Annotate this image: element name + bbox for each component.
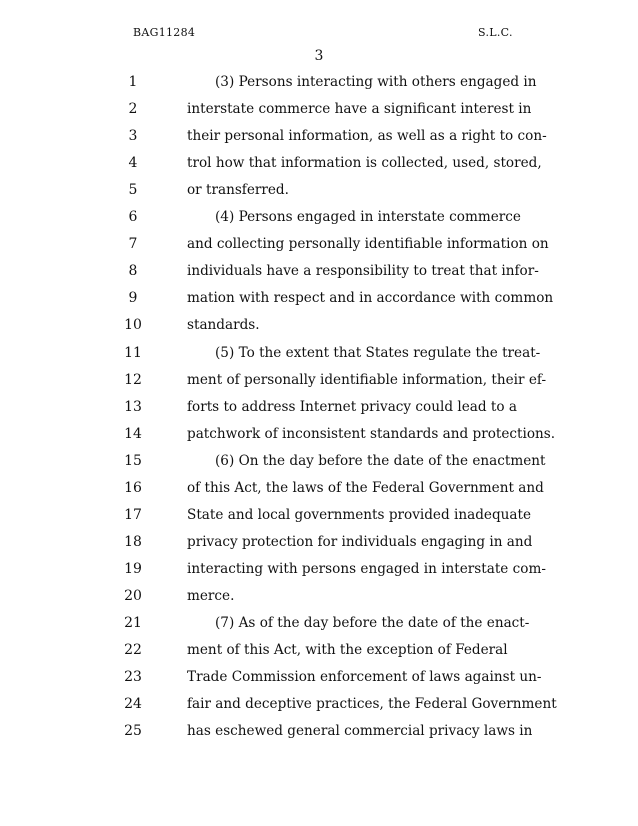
text-line <box>0 179 638 201</box>
line-number: 5 <box>128 182 138 199</box>
text-line <box>0 450 638 472</box>
text-line <box>0 342 638 364</box>
text-line <box>0 98 638 120</box>
line-number: 13 <box>124 398 142 415</box>
line-text: and collecting personally identifiable information on <box>187 236 549 253</box>
text-line <box>0 693 638 715</box>
line-number: 21 <box>124 615 142 631</box>
line-number: 8 <box>128 263 138 280</box>
line-text: fair and deceptive practices, the Federal Government <box>187 696 557 713</box>
text-line <box>0 125 638 147</box>
line-text: mation with respect and in accordance with common <box>187 290 554 307</box>
line-number: 23 <box>124 669 142 686</box>
line-number: 15 <box>124 452 142 469</box>
line-number: 16 <box>124 479 142 496</box>
text-line <box>0 477 638 499</box>
line-number: 17 <box>124 506 142 523</box>
text-line <box>0 666 638 688</box>
line-text: forts to address Internet privacy could lead to a <box>187 398 517 415</box>
text-line <box>0 71 638 93</box>
line-text: merce. <box>187 587 235 604</box>
line-number: 9 <box>128 290 138 307</box>
line-number: 4 <box>128 155 138 172</box>
line-text: trol how that information is collected, used, stored, <box>187 155 542 172</box>
text-line <box>0 585 638 607</box>
document-id: BAG11284 <box>133 26 196 39</box>
line-text: State and local governments provided inadequate <box>187 506 532 523</box>
line-number: 14 <box>124 425 142 442</box>
line-text: ment of this Act, with the exception of Federal <box>187 642 508 659</box>
text-line <box>0 558 638 580</box>
text-line <box>0 720 638 742</box>
line-number: 2 <box>128 101 138 118</box>
line-number: 18 <box>124 533 142 550</box>
line-number: 24 <box>124 696 142 713</box>
text-line <box>0 152 638 174</box>
line-number: 25 <box>124 723 142 740</box>
text-line <box>0 287 638 309</box>
line-text: Trade Commission enforcement of laws against un- <box>187 669 542 686</box>
line-text: (4) Persons engaged in interstate commerce <box>215 209 521 226</box>
text-line <box>0 531 638 553</box>
text-line <box>0 233 638 255</box>
line-text: standards. <box>187 317 260 334</box>
text-line <box>0 260 638 282</box>
line-text: privacy protection for individuals engaging in and <box>187 533 533 550</box>
line-text: ment of personally identifiable information, their ef- <box>187 371 547 388</box>
text-line <box>0 314 638 336</box>
text-line <box>0 369 638 391</box>
line-text: (7) As of the day before the date of the enact- <box>215 615 530 631</box>
text-line <box>0 639 638 661</box>
line-number: 7 <box>128 236 138 253</box>
line-number: 20 <box>124 587 142 604</box>
line-number: 1 <box>128 74 138 90</box>
line-number: 6 <box>128 209 138 226</box>
line-text: (5) To the extent that States regulate the treat- <box>215 344 541 361</box>
text-line <box>0 504 638 526</box>
line-number: 12 <box>124 371 142 388</box>
line-text: interacting with persons engaged in interstate com- <box>187 560 546 577</box>
line-text: individuals have a responsibility to treat that infor- <box>187 263 539 280</box>
line-text: (3) Persons interacting with others engaged in <box>215 74 537 90</box>
text-line <box>0 423 638 445</box>
line-text: or transferred. <box>187 182 289 199</box>
document-code: S.L.C. <box>478 26 513 39</box>
text-line <box>0 396 638 418</box>
line-text: patchwork of inconsistent standards and protections. <box>187 425 556 442</box>
line-number: 22 <box>124 642 142 659</box>
line-text: interstate commerce have a significant interest in <box>187 101 532 118</box>
line-number: 3 <box>128 128 138 145</box>
line-number: 19 <box>124 560 142 577</box>
line-text: (6) On the day before the date of the enactment <box>215 452 546 469</box>
page-number: 3 <box>314 48 324 64</box>
line-number: 10 <box>124 317 142 334</box>
line-text: their personal information, as well as a right to con- <box>187 128 547 145</box>
text-line <box>0 206 638 228</box>
text-line <box>0 612 638 634</box>
line-text: of this Act, the laws of the Federal Government and <box>187 479 544 496</box>
line-text: has eschewed general commercial privacy laws in <box>187 723 533 740</box>
line-number: 11 <box>124 344 142 361</box>
